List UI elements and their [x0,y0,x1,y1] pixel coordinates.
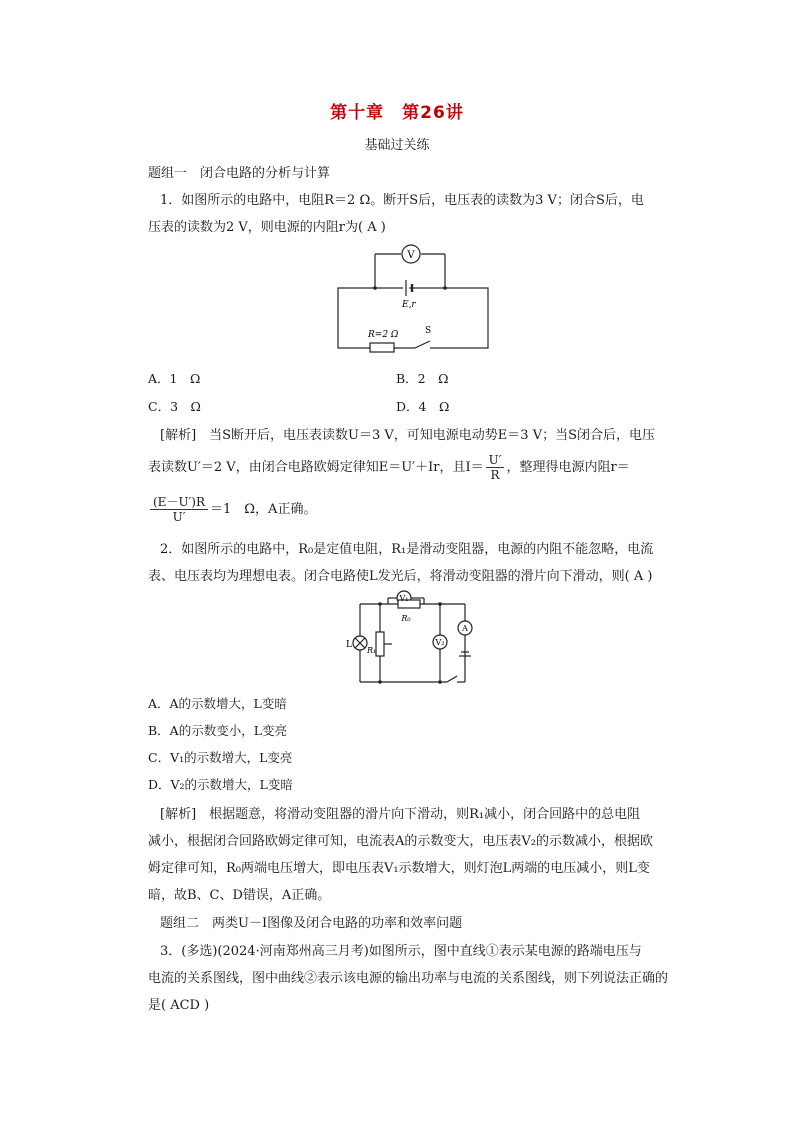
q1-stem-line2: 压表的读数为2 V，则电源的内阻r为( A ) [148,220,386,235]
q2-circuit-diagram [340,590,480,690]
r1-rheostat-icon [376,632,384,656]
q2-analysis-line3: 姆定律可知，R₀两端电压增大，即电压表V₁示数增大，则灯泡L两端的电压减小，则L变 [148,861,650,876]
switch-label: S [425,326,432,336]
v1-label: V₁ [399,594,409,603]
group1-heading: 题组一 闭合电路的分析与计算 [148,166,331,181]
q2-switch-icon [447,676,457,682]
section-subtitle: 基础过关练 [364,138,430,153]
q2-option-c: C．V₁的示数增大，L变亮 [148,750,293,765]
q2-stem-line1: 2．如图所示的电路中，R₀是定值电阻，R₁是滑动变阻器，电源的内阻不能忽略，电流 [160,542,654,557]
resistance-fraction: $\frac{(E-U')R}{U'}$ [150,495,208,524]
q1-option-c: C．3 Ω [148,399,201,414]
q2-analysis-line2: 减小，根据闭合回路欧姆定律可知，电流表A的示数变大，电压表V₂的示数减小，根据欧 [148,834,653,849]
q1-option-d: D．4 Ω [396,399,450,414]
q2-option-a: A．A的示数增大，L变暗 [148,696,287,711]
q1-option-a: A．1 Ω [148,371,201,386]
page-title: 第十章 第26讲 [330,103,464,123]
q2-analysis-line4: 暗，故B、C、D错误，A正确。 [148,888,331,903]
q3-stem-line3: 是( ACD ) [148,998,210,1013]
voltmeter-label: V [407,250,415,261]
q1-option-b: B．2 Ω [396,371,449,386]
r0-label: R₀ [401,614,411,623]
q3-stem-line1: 3．(多选)(2024·河南郑州高三月考)如图所示，图中直线①表示某电源的路端电压与 [160,944,642,959]
q2-analysis-line1: [解析] 根据题意，将滑动变阻器的滑片向下滑动，则R₁减小，闭合回路中的总电阻 [160,807,641,822]
q1-circuit-diagram [330,240,495,355]
q1-outer-wire [338,288,488,348]
q2-option-d: D．V₂的示数增大，L变暗 [148,777,293,792]
q3-stem-line2: 电流的关系图线，图中曲线②表示该电源的输出功率与电流的关系图线，则下列说法正确的 [148,971,669,986]
resistor-icon [370,343,394,352]
q2-stem-line2: 表、电压表均为理想电表。闭合电路使L发光后，将滑动变阻器的滑片向下滑动，则( A ) [148,569,653,584]
resistor-label: R=2 Ω [368,330,399,340]
q1-analysis-line1: [解析] 当S断开后，电压表读数U＝3 V，可知电源电动势E＝3 V；当S闭合后，电压 [160,428,655,443]
current-fraction: $\frac{U'}{R}$ [486,453,505,482]
group2-heading: 题组二 两类U－I图像及闭合电路的功率和效率问题 [160,916,463,931]
q1-stem-line1: 1．如图所示的电路中，电阻R＝2 Ω。断开S后，电压表的读数为3 V；闭合S后，电 [160,193,644,208]
q1-analysis-line2: 表读数U′＝2 V，由闭合电路欧姆定律知E＝U′＋Ir，且I＝ $\frac{U'}{R}$ ，整理得电源内阻r＝ [148,453,630,482]
source-label: E,r [402,300,416,310]
r1-label: R₁ [367,646,377,655]
q2-option-b: B．A的示数变小，L变亮 [148,723,288,738]
q1-analysis-line3: $\frac{(E-U')R}{U'}$ ＝1 Ω，A正确。 [148,494,316,526]
lamp-label: L [346,640,352,650]
v2-label: V₂ [435,638,445,647]
ammeter-label: A [462,624,468,633]
